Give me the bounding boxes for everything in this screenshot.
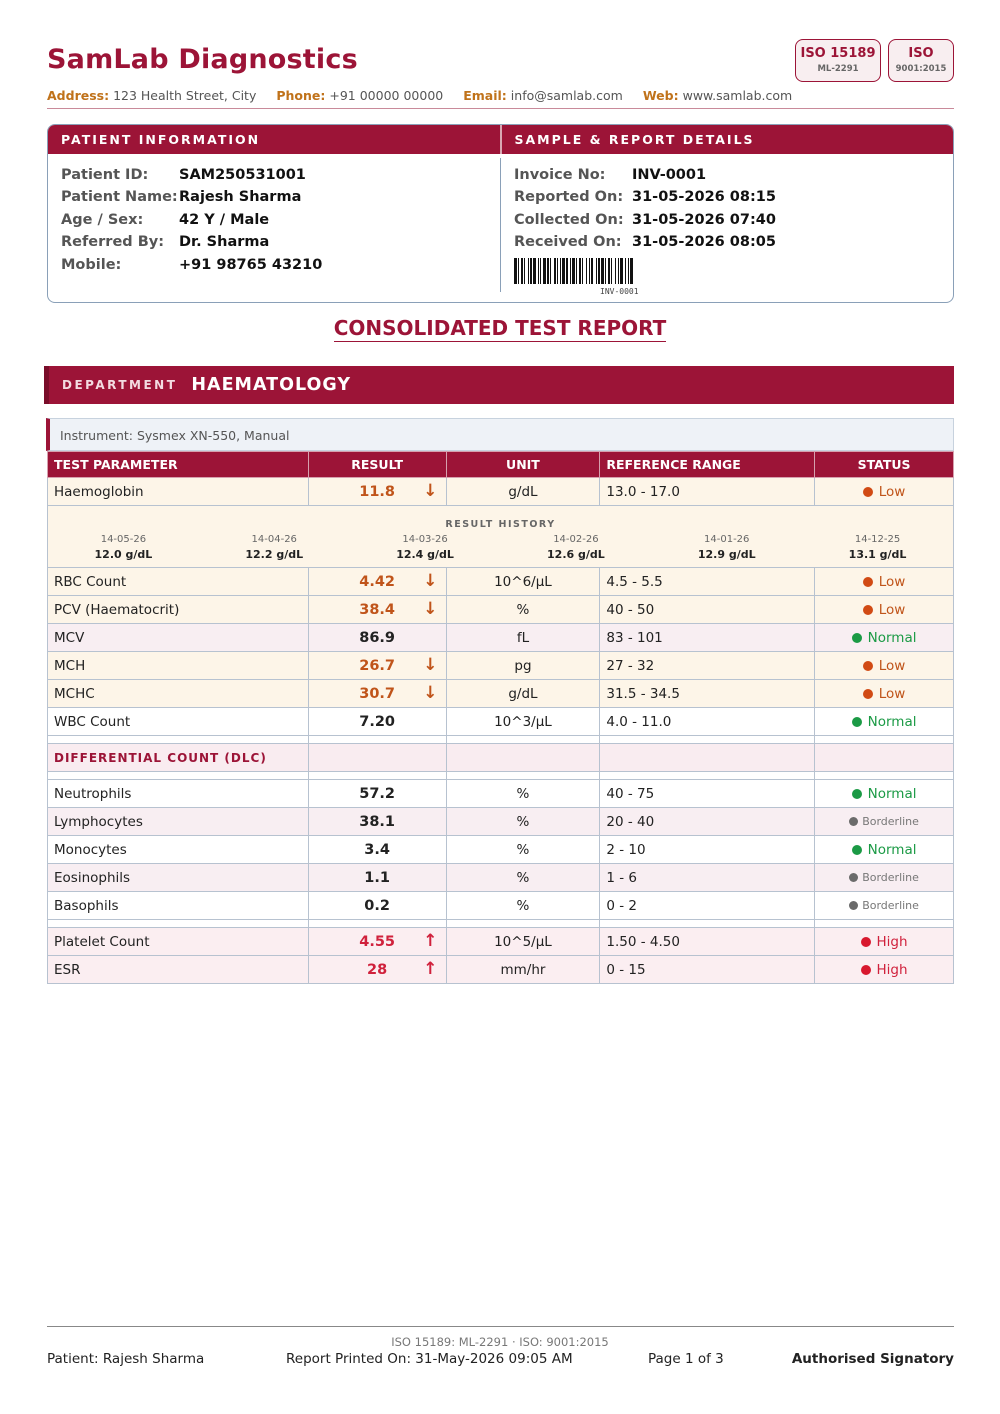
status-badge: Low xyxy=(815,568,954,596)
test-result: 26.7 ↓ xyxy=(308,652,446,680)
test-parameter: MCHC xyxy=(48,680,309,708)
barcode-text: INV-0001 xyxy=(600,286,639,296)
reference-range: 1 - 6 xyxy=(600,864,815,892)
footer-patient: Patient: Rajesh Sharma xyxy=(47,1351,205,1367)
test-parameter: Lymphocytes xyxy=(48,808,309,836)
col-header-status: STATUS xyxy=(815,452,954,478)
iso-15189-badge: ISO 15189 ML-2291 xyxy=(795,39,881,82)
reference-range: 20 - 40 xyxy=(600,808,815,836)
table-row xyxy=(48,596,954,624)
arrow-down-icon: ↓ xyxy=(423,683,438,703)
status-badge: High xyxy=(815,928,954,956)
footer-signatory: Authorised Signatory xyxy=(791,1351,954,1367)
spacer-row xyxy=(48,736,954,744)
status-badge: Borderline xyxy=(815,808,954,836)
lab-name: SamLab Diagnostics xyxy=(47,44,358,75)
test-unit: % xyxy=(446,780,600,808)
test-parameter: MCH xyxy=(48,652,309,680)
history-item: 14-04-26 12.2 g/dL xyxy=(245,533,304,561)
test-unit: mm/hr xyxy=(446,956,600,984)
status-dot-icon xyxy=(861,965,871,975)
col-header-result: RESULT xyxy=(308,452,446,478)
test-unit: 10^6/µL xyxy=(446,568,600,596)
status-badge: Borderline xyxy=(815,864,954,892)
history-item: 14-01-26 12.9 g/dL xyxy=(697,533,756,561)
sample-details: Invoice No: INV-0001 Reported On: 31-05-2026 08:15 Collected On: 31-05-2026 07:40 Received On: 31-05-2026 08:05 INV-0001 xyxy=(501,154,953,303)
arrow-down-icon: ↓ xyxy=(423,481,438,501)
table-row xyxy=(48,928,954,956)
test-unit: % xyxy=(446,864,600,892)
test-parameter: Monocytes xyxy=(48,836,309,864)
status-badge: Low xyxy=(815,478,954,506)
test-result: 38.1 xyxy=(308,808,446,836)
dlc-label: DIFFERENTIAL COUNT (DLC) xyxy=(48,744,309,772)
table-row xyxy=(48,478,954,506)
table-row xyxy=(48,892,954,920)
department-name: HAEMATOLOGY xyxy=(191,375,352,395)
results-table xyxy=(47,451,954,984)
reference-range: 27 - 32 xyxy=(600,652,815,680)
test-result: 3.4 xyxy=(308,836,446,864)
test-result: 7.20 xyxy=(308,708,446,736)
patient-info: Patient ID: SAM250531001 Patient Name: Rajesh Sharma Age / Sex: 42 Y / Male Referred By: Dr. Sharma Mobile: +91 98765 43210 xyxy=(48,158,501,292)
sample-details-heading: SAMPLE & REPORT DETAILS xyxy=(514,132,755,147)
test-result: 4.55 ↑ xyxy=(308,928,446,956)
table-row xyxy=(48,708,954,736)
table-row xyxy=(48,780,954,808)
reference-range: 40 - 50 xyxy=(600,596,815,624)
test-result: 57.2 xyxy=(308,780,446,808)
status-dot-icon xyxy=(863,661,873,671)
contact-line xyxy=(47,88,792,103)
table-row xyxy=(48,836,954,864)
test-parameter: ESR xyxy=(48,956,309,984)
test-unit: fL xyxy=(446,624,600,652)
footer-printed-on: Report Printed On: 31-May-2026 09:05 AM xyxy=(286,1351,573,1367)
test-parameter: Eosinophils xyxy=(48,864,309,892)
status-badge: Normal xyxy=(815,624,954,652)
test-parameter: Basophils xyxy=(48,892,309,920)
history-item: 14-12-25 13.1 g/dL xyxy=(848,533,907,561)
status-badge: High xyxy=(815,956,954,984)
test-unit: % xyxy=(446,892,600,920)
reference-range: 0 - 15 xyxy=(600,956,815,984)
spacer-row xyxy=(48,920,954,928)
col-header-range: REFERENCE RANGE xyxy=(600,452,815,478)
test-unit: % xyxy=(446,808,600,836)
col-header-unit: UNIT xyxy=(446,452,600,478)
test-parameter: RBC Count xyxy=(48,568,309,596)
result-history-title: RESULT HISTORY xyxy=(445,518,556,530)
table-row xyxy=(48,956,954,984)
header-divider xyxy=(47,108,954,109)
test-result: 11.8 ↓ xyxy=(308,478,446,506)
email: Email: info@samlab.com xyxy=(463,88,623,103)
arrow-down-icon: ↓ xyxy=(423,571,438,591)
test-parameter: PCV (Haematocrit) xyxy=(48,596,309,624)
status-badge: Normal xyxy=(815,780,954,808)
reference-range: 0 - 2 xyxy=(600,892,815,920)
status-dot-icon xyxy=(849,817,858,826)
footer-page-number: Page 1 of 3 xyxy=(648,1351,724,1367)
test-parameter: Neutrophils xyxy=(48,780,309,808)
test-result: 0.2 xyxy=(308,892,446,920)
arrow-up-icon: ↑ xyxy=(423,959,438,979)
instrument-note: Instrument: Sysmex XN-550, Manual xyxy=(46,418,954,451)
status-badge: Low xyxy=(815,596,954,624)
test-parameter: MCV xyxy=(48,624,309,652)
address: Address: 123 Health Street, City xyxy=(47,88,257,103)
reference-range: 4.5 - 5.5 xyxy=(600,568,815,596)
footer-iso: ISO 15189: ML-2291 · ISO: 9001:2015 xyxy=(391,1335,609,1349)
status-dot-icon xyxy=(852,845,862,855)
test-unit: % xyxy=(446,836,600,864)
test-parameter: Platelet Count xyxy=(48,928,309,956)
result-history-row xyxy=(48,506,954,568)
test-unit: g/dL xyxy=(446,478,600,506)
status-badge: Borderline xyxy=(815,892,954,920)
status-dot-icon xyxy=(861,937,871,947)
status-badge: Normal xyxy=(815,708,954,736)
status-badge: Low xyxy=(815,680,954,708)
table-row xyxy=(48,568,954,596)
arrow-down-icon: ↓ xyxy=(423,655,438,675)
arrow-up-icon: ↑ xyxy=(423,931,438,951)
status-dot-icon xyxy=(863,577,873,587)
table-row xyxy=(48,864,954,892)
test-result: 28 ↑ xyxy=(308,956,446,984)
spacer-row xyxy=(48,772,954,780)
table-row xyxy=(48,624,954,652)
department-label: DEPARTMENT xyxy=(62,378,178,392)
test-unit: % xyxy=(446,596,600,624)
reference-range: 4.0 - 11.0 xyxy=(600,708,815,736)
table-row xyxy=(48,680,954,708)
table-row xyxy=(48,652,954,680)
test-unit: 10^3/µL xyxy=(446,708,600,736)
status-dot-icon xyxy=(863,689,873,699)
report-title: CONSOLIDATED TEST REPORT xyxy=(333,316,667,340)
barcode-icon xyxy=(514,258,734,284)
status-badge: Normal xyxy=(815,836,954,864)
table-row xyxy=(48,808,954,836)
dlc-subheader xyxy=(48,744,954,772)
test-unit: 10^5/µL xyxy=(446,928,600,956)
test-result: 38.4 ↓ xyxy=(308,596,446,624)
reference-range: 83 - 101 xyxy=(600,624,815,652)
arrow-down-icon: ↓ xyxy=(423,599,438,619)
status-dot-icon xyxy=(849,901,858,910)
history-item: 14-03-26 12.4 g/dL xyxy=(396,533,454,561)
status-dot-icon xyxy=(849,873,858,882)
status-dot-icon xyxy=(852,633,862,643)
reference-range: 40 - 75 xyxy=(600,780,815,808)
website: Web: www.samlab.com xyxy=(642,88,793,103)
info-panel xyxy=(47,124,954,303)
test-result: 86.9 xyxy=(308,624,446,652)
history-item: 14-02-26 12.6 g/dL xyxy=(547,533,605,561)
test-result: 1.1 xyxy=(308,864,446,892)
footer-divider xyxy=(47,1326,954,1327)
patient-info-heading: PATIENT INFORMATION xyxy=(48,125,502,154)
test-result: 4.42 ↓ xyxy=(308,568,446,596)
phone: Phone: +91 00000 00000 xyxy=(276,88,444,103)
status-dot-icon xyxy=(852,789,862,799)
status-dot-icon xyxy=(863,605,873,615)
reference-range: 31.5 - 34.5 xyxy=(600,680,815,708)
test-parameter: Haemoglobin xyxy=(48,478,309,506)
department-banner xyxy=(44,366,954,404)
iso-badges xyxy=(795,39,954,82)
test-parameter: WBC Count xyxy=(48,708,309,736)
reference-range: 2 - 10 xyxy=(600,836,815,864)
status-dot-icon xyxy=(863,487,873,497)
test-result: 30.7 ↓ xyxy=(308,680,446,708)
test-unit: pg xyxy=(446,652,600,680)
history-item: 14-05-26 12.0 g/dL xyxy=(94,533,153,561)
reference-range: 1.50 - 4.50 xyxy=(600,928,815,956)
col-header-parameter: TEST PARAMETER xyxy=(48,452,309,478)
status-badge: Low xyxy=(815,652,954,680)
reference-range: 13.0 - 17.0 xyxy=(600,478,815,506)
status-dot-icon xyxy=(852,717,862,727)
test-unit: g/dL xyxy=(446,680,600,708)
iso-9001-badge: ISO 9001:2015 xyxy=(888,39,954,82)
